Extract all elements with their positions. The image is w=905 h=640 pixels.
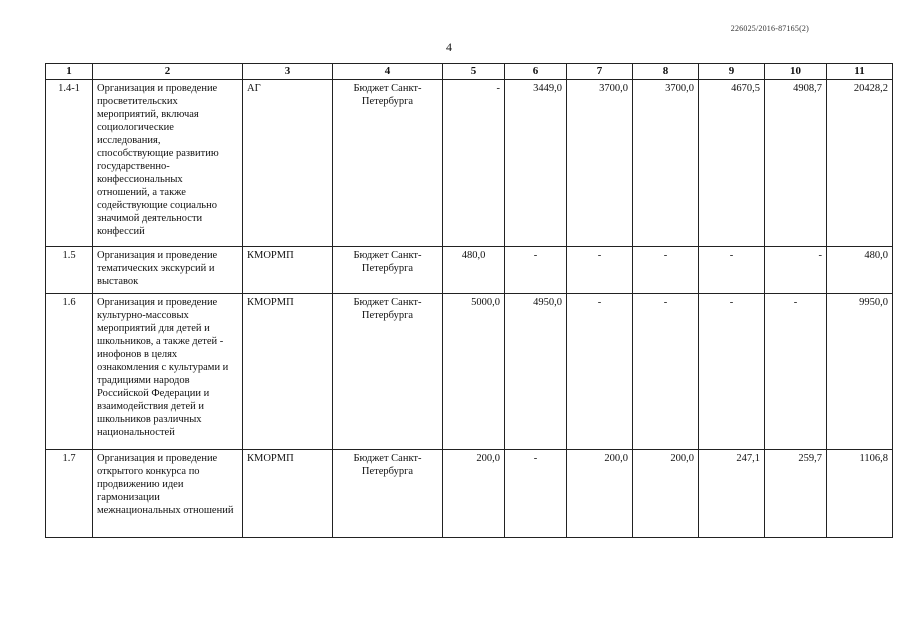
- column-header: 4: [333, 64, 443, 80]
- row-number: 1.5: [46, 247, 93, 294]
- header-row: [46, 64, 893, 80]
- value-col-6: -: [505, 450, 567, 538]
- value-col-9: 4670,5: [699, 80, 765, 247]
- funding-source: Бюджет Санкт-Петербурга: [333, 80, 443, 247]
- value-col-11: 9950,0: [827, 294, 893, 450]
- activity-name: Организация и проведение открытого конкурса по продвижению идеи гармонизации межнациональных отношений: [93, 450, 243, 538]
- value-col-9: 247,1: [699, 450, 765, 538]
- value-col-9: -: [699, 247, 765, 294]
- value-col-8: 3700,0: [633, 80, 699, 247]
- value-col-6: 3449,0: [505, 80, 567, 247]
- executor: КМОРМП: [243, 450, 333, 538]
- value-col-10: 4908,7: [765, 80, 827, 247]
- value-col-5: -: [443, 80, 505, 247]
- value-col-10: -: [765, 294, 827, 450]
- column-header: 10: [765, 64, 827, 80]
- table-row: [46, 450, 893, 538]
- value-col-5: 5000,0: [443, 294, 505, 450]
- funding-source: Бюджет Санкт-Петербурга: [333, 294, 443, 450]
- table-row: [46, 294, 893, 450]
- funding-source: Бюджет Санкт-Петербурга: [333, 450, 443, 538]
- row-number: 1.6: [46, 294, 93, 450]
- table-row: [46, 80, 893, 247]
- value-col-11: 20428,2: [827, 80, 893, 247]
- column-header: 11: [827, 64, 893, 80]
- column-header: 2: [93, 64, 243, 80]
- value-col-8: -: [633, 294, 699, 450]
- row-number: 1.7: [46, 450, 93, 538]
- value-col-11: 480,0: [827, 247, 893, 294]
- column-header: 3: [243, 64, 333, 80]
- column-header: 9: [699, 64, 765, 80]
- page-number: 4: [446, 40, 452, 54]
- value-col-8: 200,0: [633, 450, 699, 538]
- column-header: 5: [443, 64, 505, 80]
- value-col-9: -: [699, 294, 765, 450]
- row-number: 1.4-1: [46, 80, 93, 247]
- funding-source: Бюджет Санкт-Петербурга: [333, 247, 443, 294]
- value-col-8: -: [633, 247, 699, 294]
- document-id: 226025/2016-87165(2): [730, 24, 809, 33]
- activity-name: Организация и проведение культурно-массовых мероприятий для детей и школьников, а также детей - инофонов в целях ознакомления с культурами и традициями народов Российской Федерации и взаимодействия детей и школьников различных национальностей: [93, 294, 243, 450]
- value-col-7: 200,0: [567, 450, 633, 538]
- executor: КМОРМП: [243, 294, 333, 450]
- table-row: [46, 247, 893, 294]
- executor: КМОРМП: [243, 247, 333, 294]
- value-col-6: 4950,0: [505, 294, 567, 450]
- activity-name: Организация и проведение просветительских мероприятий, включая социологические исследования, способствующие развитию государственно-конфессиональных отношений, а также содействующие социально значимой деятельности конфессий: [93, 80, 243, 247]
- value-col-5: 480,0: [443, 247, 505, 294]
- column-header: 7: [567, 64, 633, 80]
- column-header: 8: [633, 64, 699, 80]
- value-col-7: -: [567, 294, 633, 450]
- value-col-10: -: [765, 247, 827, 294]
- value-col-11: 1106,8: [827, 450, 893, 538]
- column-header: 1: [46, 64, 93, 80]
- value-col-6: -: [505, 247, 567, 294]
- value-col-10: 259,7: [765, 450, 827, 538]
- value-col-5: 200,0: [443, 450, 505, 538]
- value-col-7: -: [567, 247, 633, 294]
- column-header: 6: [505, 64, 567, 80]
- program-table: [45, 63, 893, 538]
- executor: АГ: [243, 80, 333, 247]
- value-col-7: 3700,0: [567, 80, 633, 247]
- activity-name: Организация и проведение тематических экскурсий и выставок: [93, 247, 243, 294]
